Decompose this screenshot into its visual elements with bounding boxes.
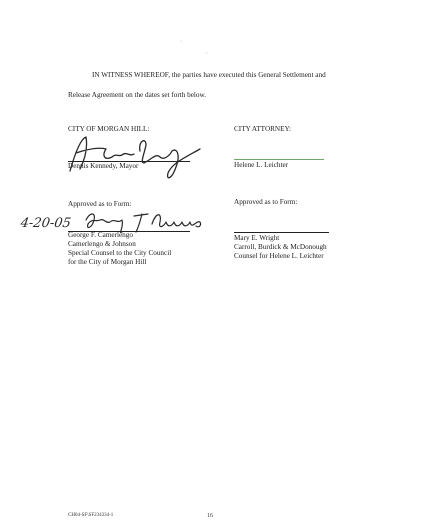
counsel-firm-right: Carroll, Burdick & McDonough bbox=[234, 243, 327, 251]
signature-line-counsel-right bbox=[234, 232, 329, 233]
attorney-name: Helene L. Leichter bbox=[234, 161, 289, 169]
approved-as-to-form-left: Approved as to Form: bbox=[68, 200, 132, 208]
counsel-role-left-cont: for the City of Morgan Hill bbox=[68, 258, 147, 266]
mayor-signature bbox=[60, 127, 210, 182]
approved-as-to-form-right: Approved as to Form: bbox=[234, 198, 298, 206]
counsel-role-left: Special Counsel to the City Council bbox=[68, 249, 172, 257]
counsel-role-right: Counsel for Helene L. Leichter bbox=[234, 252, 324, 260]
page-number: 16 bbox=[207, 513, 213, 519]
counsel-firm-left: Camerlengo & Johnson bbox=[68, 240, 136, 248]
party-heading-city: CITY OF MORGAN HILL: bbox=[68, 125, 150, 133]
counsel-name-right: Mary E. Wright bbox=[234, 234, 280, 242]
witness-line-1: IN WITNESS WHEREOF, the parties have executed this General Settlement and bbox=[92, 71, 326, 79]
party-heading-attorney: CITY ATTORNEY: bbox=[234, 125, 292, 133]
witness-line-2: Release Agreement on the dates set forth below. bbox=[68, 91, 207, 99]
scan-speck bbox=[180, 40, 182, 42]
handwritten-date-text: 4-20-05 bbox=[20, 216, 72, 231]
mayor-name-title: Dennis Kennedy, Mayor bbox=[68, 162, 139, 170]
handwritten-date bbox=[20, 214, 72, 232]
counsel-name-left: George F. Camerlengo bbox=[68, 231, 133, 239]
signature-line-attorney bbox=[234, 159, 324, 160]
scan-speck bbox=[205, 52, 208, 54]
footer-doc-id: CH04-SF\SF234334-1 bbox=[68, 513, 114, 518]
